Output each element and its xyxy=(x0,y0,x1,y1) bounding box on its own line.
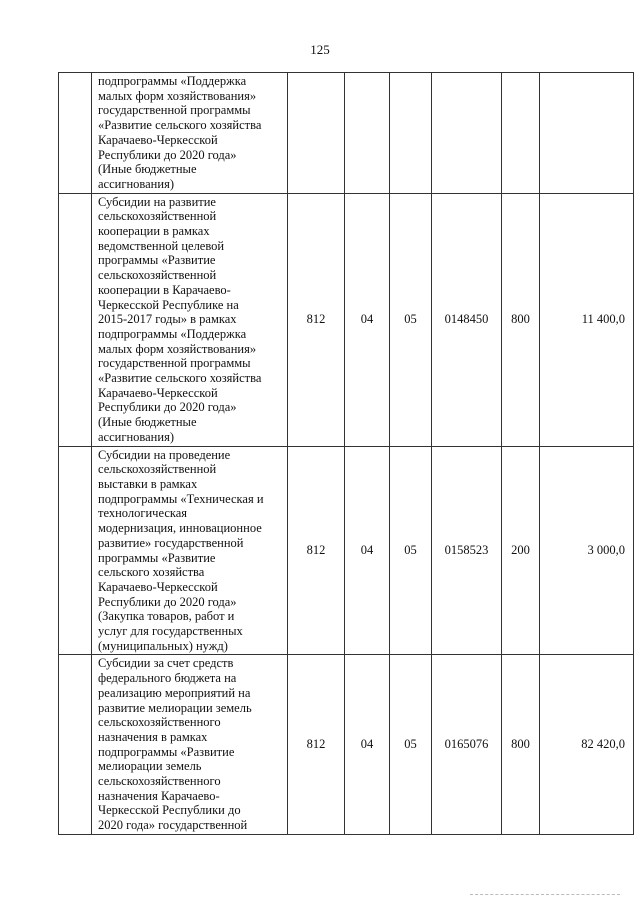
section-code-cell: 04 xyxy=(345,193,390,446)
expense-name-cell: Субсидии за счет средств федерального бюджета на реализацию мероприятий на развитие мелиорации земель сельскохозяйственного назначения в рамках подпрограммы «Развитие мелиорации земель сельскохозяйственного назначения Карачаево- Черкесской Республики до 2020 года» государственной xyxy=(92,655,288,834)
expense-name-cell: Субсидии на проведение сельскохозяйственной выставки в рамках подпрограммы «Техническая и технологическая модернизация, инновационное развитие» государственной программы «Развитие сельского хозяйства Карачаево-Черкесской Республики до 2020 года» (Закупка товаров, работ и услуг для государственных (муниципальных) нужд) xyxy=(92,446,288,655)
target-article-cell: 0165076 xyxy=(432,655,502,834)
target-article-cell: 0148450 xyxy=(432,193,502,446)
ministry-code-cell: 812 xyxy=(288,193,345,446)
expense-name-cell: Субсидии на развитие сельскохозяйственной кооперации в рамках ведомственной целевой программы «Развитие сельскохозяйственной кооперации в Карачаево- Черкесской Республике на 2015-2017 годы» в рамках подпрограммы «Поддержка малых форм хозяйствования» государственной программы «Развитие сельского хозяйства Карачаево-Черкесской Республики до 2020 года» (Иные бюджетные ассигнования) xyxy=(92,193,288,446)
expense-type-cell: 800 xyxy=(502,655,540,834)
ministry-code-cell: 812 xyxy=(288,446,345,655)
sum-cell: 11 400,0 xyxy=(540,193,634,446)
section-code-cell: 04 xyxy=(345,446,390,655)
ministry-code-cell: 812 xyxy=(288,655,345,834)
target-article-cell: 0158523 xyxy=(432,446,502,655)
scan-artifact xyxy=(470,894,620,897)
target-article-cell xyxy=(432,73,502,194)
ministry-code-cell xyxy=(288,73,345,194)
section-code-cell: 04 xyxy=(345,655,390,834)
row-number-cell xyxy=(59,446,92,655)
sum-cell xyxy=(540,73,634,194)
row-number-cell xyxy=(59,193,92,446)
page-number: 125 xyxy=(310,42,330,57)
section-code-cell xyxy=(345,73,390,194)
subsection-code-cell: 05 xyxy=(390,193,432,446)
table-row xyxy=(59,446,634,655)
row-number-cell xyxy=(59,655,92,834)
subsection-code-cell: 05 xyxy=(390,655,432,834)
row-number-cell xyxy=(59,73,92,194)
expense-name-cell: подпрограммы «Поддержка малых форм хозяйствования» государственной программы «Развитие сельского хозяйства Карачаево-Черкесской Республики до 2020 года» (Иные бюджетные ассигнования) xyxy=(92,73,288,194)
sum-cell: 82 420,0 xyxy=(540,655,634,834)
table-row xyxy=(59,73,634,194)
expense-type-cell xyxy=(502,73,540,194)
subsection-code-cell xyxy=(390,73,432,194)
table-row xyxy=(59,193,634,446)
subsection-code-cell: 05 xyxy=(390,446,432,655)
sum-cell: 3 000,0 xyxy=(540,446,634,655)
expense-type-cell: 200 xyxy=(502,446,540,655)
table-row xyxy=(59,655,634,834)
budget-table xyxy=(58,72,634,835)
expense-type-cell: 800 xyxy=(502,193,540,446)
